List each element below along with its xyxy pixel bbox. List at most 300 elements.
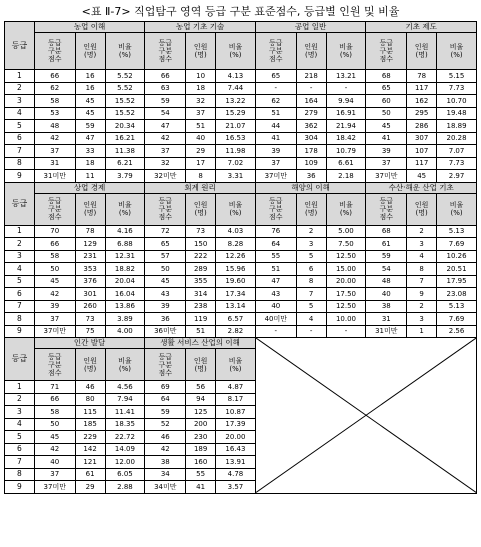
ratio-cell: 21.07 — [216, 120, 256, 133]
score-header-line: 구분 — [48, 360, 62, 369]
count-cell: 29 — [75, 481, 105, 494]
ratio-column-header — [105, 33, 145, 70]
score-cell: 34 — [145, 468, 186, 481]
ratio-cell: 5.00 — [326, 225, 366, 238]
table-row — [5, 288, 477, 301]
score-cell: 45 — [366, 120, 407, 133]
ratio-header-line: 비율 — [228, 356, 243, 365]
count-header-line: 인원 — [83, 43, 97, 51]
score-cell: 40 — [34, 456, 75, 469]
count-cell: 5 — [296, 300, 326, 313]
score-cell: 54 — [145, 107, 186, 120]
count-cell: 129 — [75, 238, 105, 251]
count-cell: 18 — [75, 157, 105, 170]
score-header-line: 구분 — [379, 205, 394, 213]
ratio-header-line: (%) — [118, 209, 131, 217]
table-row — [5, 300, 477, 313]
count-cell: 18 — [186, 82, 216, 95]
score-header-line: 점수 — [48, 368, 62, 377]
ratio-column-header — [437, 33, 477, 70]
table-row — [5, 275, 477, 288]
count-cell: 16 — [75, 70, 105, 83]
count-cell: 37 — [186, 107, 216, 120]
score-cell: 62 — [34, 82, 75, 95]
count-cell: 119 — [186, 313, 216, 326]
table-row — [5, 132, 477, 145]
ratio-cell: 3.79 — [105, 170, 145, 183]
score-cell: 40미만 — [255, 313, 296, 326]
score-header-line: 등급 — [158, 197, 173, 205]
score-cell: 48 — [34, 120, 75, 133]
count-cell: 260 — [75, 300, 105, 313]
ratio-cell: 10.70 — [437, 95, 477, 108]
ratio-cell: 20.28 — [437, 132, 477, 145]
score-cell: 37미만 — [34, 481, 75, 494]
count-cell: 3 — [407, 313, 437, 326]
ratio-cell: 22.72 — [105, 431, 145, 444]
grade-cell: 6 — [5, 288, 35, 301]
score-cell: 42 — [34, 443, 75, 456]
count-column-header — [407, 193, 437, 225]
score-cell: 37 — [34, 468, 75, 481]
score-cell: 52 — [145, 418, 186, 431]
count-header-line: 인원 — [193, 201, 208, 209]
grade-cell: 5 — [5, 275, 35, 288]
ratio-cell: 4.87 — [216, 381, 256, 394]
ratio-cell: 4.00 — [105, 325, 145, 338]
count-cell: 355 — [186, 275, 216, 288]
count-cell: 75 — [75, 325, 105, 338]
count-cell: 150 — [186, 238, 216, 251]
count-cell: 286 — [407, 120, 437, 133]
ratio-header-line: (%) — [229, 209, 242, 217]
ratio-header-line: 비율 — [118, 43, 132, 51]
score-header-line: 구분 — [48, 205, 62, 213]
ratio-column-header — [216, 193, 256, 225]
ratio-cell: 7.73 — [437, 157, 477, 170]
score-header-line: 점수 — [158, 368, 173, 377]
count-header-line: (명) — [194, 51, 207, 59]
score-cell: 37 — [34, 313, 75, 326]
count-cell: 11 — [75, 170, 105, 183]
ratio-cell: 8.17 — [216, 393, 256, 406]
score-cell: 39 — [255, 145, 296, 158]
count-cell: 107 — [407, 145, 437, 158]
grade-column-header: 등급 — [5, 338, 35, 381]
ratio-header-line: (%) — [450, 51, 463, 59]
count-cell: 59 — [75, 120, 105, 133]
score-cell: 36 — [145, 313, 186, 326]
grade-column-header: 등급 — [5, 182, 35, 225]
ratio-column-header — [326, 193, 366, 225]
score-cell: - — [255, 325, 296, 338]
count-header-line: 인원 — [414, 43, 429, 51]
ratio-column-header — [105, 193, 145, 225]
ratio-cell: 17.34 — [216, 288, 256, 301]
table-row — [5, 145, 477, 158]
count-cell: 125 — [186, 406, 216, 419]
ratio-cell: 19.60 — [216, 275, 256, 288]
count-cell: 8 — [186, 170, 216, 183]
score-cell: 50 — [366, 107, 407, 120]
count-header-line: (명) — [415, 209, 428, 217]
score-column-header — [366, 193, 407, 225]
ratio-cell: 11.98 — [216, 145, 256, 158]
score-cell: 51 — [255, 263, 296, 276]
count-column-header — [186, 193, 216, 225]
score-cell: 38 — [145, 456, 186, 469]
ratio-cell: 4.13 — [216, 70, 256, 83]
table-row — [5, 95, 477, 108]
count-cell: 10 — [186, 70, 216, 83]
score-header-line: 점수 — [269, 55, 283, 63]
count-cell: 1 — [407, 325, 437, 338]
grade-cell: 1 — [5, 70, 35, 83]
grade-cell: 4 — [5, 263, 35, 276]
score-cell: 54 — [366, 263, 407, 276]
ratio-cell: 17.50 — [326, 288, 366, 301]
ratio-cell: 7.69 — [437, 238, 477, 251]
ratio-cell: 2.88 — [105, 481, 145, 494]
count-cell: 6 — [296, 263, 326, 276]
score-cell: 68 — [366, 70, 407, 83]
ratio-cell: 13.91 — [216, 456, 256, 469]
count-cell: 16 — [75, 82, 105, 95]
count-cell: 178 — [296, 145, 326, 158]
score-column-header — [255, 33, 296, 70]
ratio-header-line: 비율 — [339, 43, 353, 51]
count-cell: 80 — [75, 393, 105, 406]
grade-cell: 5 — [5, 120, 35, 133]
subject-name: 상업 경제 — [34, 182, 145, 193]
ratio-cell: 16.53 — [216, 132, 256, 145]
ratio-header-line: 비율 — [339, 201, 353, 209]
score-column-header — [255, 193, 296, 225]
score-cell: 76 — [255, 225, 296, 238]
ratio-cell: 15.52 — [105, 107, 145, 120]
score-cell: - — [255, 82, 296, 95]
count-cell: 314 — [186, 288, 216, 301]
ratio-cell: 5.15 — [437, 70, 477, 83]
ratio-cell: 18.42 — [326, 132, 366, 145]
count-cell: 9 — [407, 288, 437, 301]
score-cell: 45 — [34, 275, 75, 288]
count-cell: 230 — [186, 431, 216, 444]
count-column-header — [186, 349, 216, 381]
count-cell: 17 — [186, 157, 216, 170]
ratio-cell: 13.14 — [216, 300, 256, 313]
count-cell: 376 — [75, 275, 105, 288]
count-cell: 32 — [186, 95, 216, 108]
ratio-cell: 14.09 — [105, 443, 145, 456]
count-cell: 218 — [296, 70, 326, 83]
ratio-cell: 18.82 — [105, 263, 145, 276]
table-row — [5, 157, 477, 170]
ratio-cell: 10.79 — [326, 145, 366, 158]
score-cell: 48 — [366, 275, 407, 288]
score-cell: 72 — [145, 225, 186, 238]
ratio-cell: 7.94 — [105, 393, 145, 406]
empty-crossed-area — [255, 338, 476, 494]
count-column-header — [296, 193, 326, 225]
count-cell: 36 — [296, 170, 326, 183]
ratio-cell: 7.07 — [437, 145, 477, 158]
ratio-cell: 7.69 — [437, 313, 477, 326]
count-cell: 121 — [75, 456, 105, 469]
count-cell: 3 — [407, 238, 437, 251]
grade-cell: 3 — [5, 250, 35, 263]
grade-cell: 8 — [5, 313, 35, 326]
ratio-cell: 2.82 — [216, 325, 256, 338]
count-header-line: 인원 — [304, 43, 318, 51]
score-cell: 61 — [366, 238, 407, 251]
ratio-cell: 15.52 — [105, 95, 145, 108]
column-header-row — [5, 193, 477, 225]
count-column-header — [407, 33, 437, 70]
score-cell: 39 — [366, 145, 407, 158]
score-header-line: 구분 — [158, 47, 173, 55]
ratio-cell: 4.03 — [216, 225, 256, 238]
count-column-header — [75, 193, 105, 225]
count-cell: 307 — [407, 132, 437, 145]
score-cell: 38 — [366, 300, 407, 313]
grade-cell: 4 — [5, 418, 35, 431]
grade-cell: 3 — [5, 406, 35, 419]
score-cell: 42 — [145, 132, 186, 145]
grade-cell: 1 — [5, 225, 35, 238]
count-cell: 2 — [407, 225, 437, 238]
ratio-column-header — [216, 33, 256, 70]
grade-cell: 8 — [5, 157, 35, 170]
score-header-line: 구분 — [48, 47, 62, 55]
count-cell: 78 — [407, 70, 437, 83]
count-cell: 185 — [75, 418, 105, 431]
subject-name: 농업 이해 — [34, 22, 145, 33]
score-cell: 40 — [366, 288, 407, 301]
count-cell: - — [296, 325, 326, 338]
count-cell: 45 — [75, 95, 105, 108]
score-header-line: 구분 — [269, 205, 283, 213]
ratio-cell: 16.43 — [216, 443, 256, 456]
score-header-line: 등급 — [269, 39, 283, 47]
count-header-line: (명) — [194, 209, 207, 217]
score-cell: 41 — [366, 132, 407, 145]
ratio-cell: 9.94 — [326, 95, 366, 108]
score-header-line: 구분 — [158, 360, 173, 369]
ratio-cell: 5.52 — [105, 82, 145, 95]
score-cell: 31미만 — [366, 325, 407, 338]
grade-cell: 7 — [5, 456, 35, 469]
count-cell: 200 — [186, 418, 216, 431]
ratio-column-header — [437, 193, 477, 225]
count-cell: 117 — [407, 82, 437, 95]
grade-column-header: 등급 — [5, 22, 35, 70]
score-header-line: 등급 — [269, 197, 283, 205]
table-row — [5, 225, 477, 238]
score-cell: 31 — [366, 313, 407, 326]
score-header-line: 점수 — [48, 213, 62, 221]
score-cell: 32미만 — [145, 170, 186, 183]
score-cell: 31 — [34, 157, 75, 170]
ratio-cell: 7.44 — [216, 82, 256, 95]
count-cell: 55 — [186, 468, 216, 481]
score-cell: 62 — [255, 95, 296, 108]
count-header-line: 인원 — [83, 201, 97, 209]
count-cell: 2 — [407, 300, 437, 313]
count-cell: 160 — [186, 456, 216, 469]
ratio-cell: 18.89 — [437, 120, 477, 133]
count-cell: 301 — [75, 288, 105, 301]
score-cell: 39 — [34, 300, 75, 313]
score-cell: 58 — [34, 406, 75, 419]
score-cell: 66 — [145, 70, 186, 83]
ratio-cell: 20.51 — [437, 263, 477, 276]
ratio-cell: 17.95 — [437, 275, 477, 288]
ratio-cell: 13.21 — [326, 70, 366, 83]
count-cell: 78 — [75, 225, 105, 238]
count-header-line: (명) — [305, 51, 318, 59]
subject-name: 공업 일반 — [255, 22, 366, 33]
table-row — [5, 107, 477, 120]
score-column-header — [145, 33, 186, 70]
score-cell: 39 — [145, 300, 186, 313]
ratio-header-line: (%) — [229, 364, 242, 373]
subject-name: 회계 원리 — [145, 182, 256, 193]
table-caption: <표 Ⅱ-7> 직업탐구 영역 등급 구분 표준점수, 등급별 인원 및 비율 — [81, 5, 400, 18]
table-row — [5, 325, 477, 338]
ratio-column-header — [216, 349, 256, 381]
grade-cell: 5 — [5, 431, 35, 444]
grade-cell: 9 — [5, 170, 35, 183]
score-header-line: 등급 — [48, 352, 62, 361]
ratio-cell: 6.21 — [105, 157, 145, 170]
grade-statistics-table — [4, 21, 477, 494]
count-column-header — [75, 33, 105, 70]
score-cell: 31미만 — [34, 170, 75, 183]
score-cell: 65 — [255, 70, 296, 83]
ratio-column-header — [326, 33, 366, 70]
subject-name: 농업 기초 기술 — [145, 22, 256, 33]
count-cell: 73 — [186, 225, 216, 238]
score-cell: 66 — [34, 393, 75, 406]
ratio-cell: 15.96 — [216, 263, 256, 276]
grade-cell: 2 — [5, 82, 35, 95]
ratio-cell: 20.34 — [105, 120, 145, 133]
table-row — [5, 250, 477, 263]
score-cell: 64 — [255, 238, 296, 251]
score-cell: 37미만 — [255, 170, 296, 183]
ratio-cell: 15.29 — [216, 107, 256, 120]
count-cell: 279 — [296, 107, 326, 120]
ratio-cell: 8.28 — [216, 238, 256, 251]
ratio-header-line: 비율 — [449, 201, 464, 209]
count-cell: - — [296, 82, 326, 95]
count-cell: 162 — [407, 95, 437, 108]
ratio-cell: 13.22 — [216, 95, 256, 108]
ratio-cell: - — [326, 325, 366, 338]
score-header-line: 점수 — [48, 55, 62, 63]
count-cell: 238 — [186, 300, 216, 313]
ratio-cell: 16.21 — [105, 132, 145, 145]
ratio-header-line: 비율 — [228, 43, 243, 51]
ratio-cell: 13.86 — [105, 300, 145, 313]
ratio-cell: 12.50 — [326, 250, 366, 263]
score-column-header — [145, 349, 186, 381]
ratio-cell: 7.50 — [326, 238, 366, 251]
count-cell: 5 — [296, 250, 326, 263]
grade-cell: 9 — [5, 325, 35, 338]
count-cell: 295 — [407, 107, 437, 120]
score-header-line: 구분 — [158, 205, 173, 213]
score-cell: 58 — [34, 250, 75, 263]
score-column-header — [34, 33, 75, 70]
score-header-line: 점수 — [269, 213, 283, 221]
score-cell: 60 — [366, 95, 407, 108]
ratio-cell: 4.16 — [105, 225, 145, 238]
score-header-line: 등급 — [379, 39, 394, 47]
score-column-header — [34, 193, 75, 225]
count-header-line: 인원 — [414, 201, 429, 209]
score-cell: 37 — [145, 145, 186, 158]
score-cell: 43 — [255, 288, 296, 301]
ratio-cell: 10.26 — [437, 250, 477, 263]
ratio-header-line: 비율 — [449, 43, 464, 51]
ratio-cell: 6.57 — [216, 313, 256, 326]
score-cell: 37미만 — [34, 325, 75, 338]
count-cell: 8 — [407, 263, 437, 276]
score-cell: 32 — [145, 157, 186, 170]
score-cell: 50 — [34, 263, 75, 276]
score-cell: 55 — [255, 250, 296, 263]
ratio-cell: 11.38 — [105, 145, 145, 158]
grade-cell: 8 — [5, 468, 35, 481]
count-cell: 164 — [296, 95, 326, 108]
ratio-cell: 23.08 — [437, 288, 477, 301]
count-header-line: (명) — [194, 364, 207, 373]
ratio-cell: 2.56 — [437, 325, 477, 338]
score-cell: 47 — [255, 275, 296, 288]
table-row — [5, 263, 477, 276]
score-cell: 40 — [255, 300, 296, 313]
count-cell: 45 — [75, 107, 105, 120]
score-cell: 42 — [34, 132, 75, 145]
score-cell: 53 — [34, 107, 75, 120]
score-cell: 50 — [145, 263, 186, 276]
score-cell: 59 — [145, 95, 186, 108]
count-header-line: (명) — [415, 51, 428, 59]
subject-name: 생활 서비스 산업의 이해 — [145, 338, 256, 349]
count-header-line: (명) — [305, 209, 318, 217]
count-cell: 51 — [186, 120, 216, 133]
count-cell: 41 — [186, 481, 216, 494]
score-cell: 44 — [255, 120, 296, 133]
count-cell: 289 — [186, 263, 216, 276]
grade-cell: 2 — [5, 393, 35, 406]
ratio-cell: 7.73 — [437, 82, 477, 95]
score-cell: 65 — [366, 82, 407, 95]
count-cell: 56 — [186, 381, 216, 394]
count-cell: 109 — [296, 157, 326, 170]
ratio-cell: 3.57 — [216, 481, 256, 494]
ratio-cell: 5.52 — [105, 70, 145, 83]
count-header-line: 인원 — [83, 356, 97, 365]
count-cell: 115 — [75, 406, 105, 419]
ratio-cell: 7.02 — [216, 157, 256, 170]
count-cell: 73 — [75, 313, 105, 326]
ratio-header-line: (%) — [118, 364, 131, 373]
ratio-cell: 6.61 — [326, 157, 366, 170]
ratio-cell: 3.31 — [216, 170, 256, 183]
